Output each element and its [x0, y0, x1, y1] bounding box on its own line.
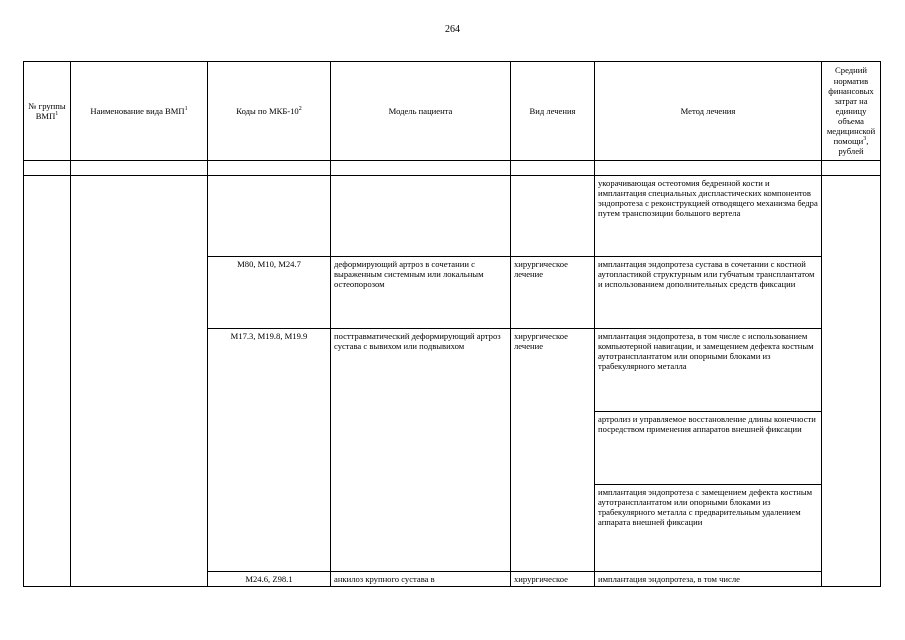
codes-cell	[208, 176, 331, 257]
header-treatment-type: Вид лечения	[511, 62, 595, 161]
method-cell: имплантация эндопротеза, в том числе с использованием компьютерной навигации, и замещением дефекта костным аутотрансплантатом или опорными блоками из трабекулярного металла	[595, 329, 822, 412]
header-row	[24, 62, 881, 161]
header-model: Модель пациента	[331, 62, 511, 161]
table-row	[24, 176, 881, 257]
model-cell	[331, 176, 511, 257]
method-cell: имплантация эндопротеза, в том числе	[595, 572, 822, 587]
codes-cell: M17.3, M19.8, M19.9	[208, 329, 331, 572]
method-cell: артролиз и управляемое восстановление длины конечности посредством применения аппаратов внешней фиксации	[595, 412, 822, 485]
treatment-cell	[511, 176, 595, 257]
header-cost: Средний норматив финансовых затрат на единицу объема медицинской помощи$^3$, рублей	[822, 62, 881, 161]
name-cell	[71, 176, 208, 587]
model-cell: деформирующий артроз в сочетании с выраженным системным или локальным остеопорозом	[331, 257, 511, 329]
model-cell: анкилоз крупного сустава в	[331, 572, 511, 587]
vmp-table	[23, 61, 881, 587]
cost-cell	[822, 176, 881, 587]
treatment-cell: хирургическое лечение	[511, 257, 595, 329]
model-cell: посттравматический деформирующий артроз сустава с вывихом или подвывихом	[331, 329, 511, 572]
method-cell: имплантация эндопротеза с замещением дефекта костным аутотрансплантатом или опорными блоками из трабекулярного металла с предварительным удалением аппарата внешней фиксации	[595, 485, 822, 572]
treatment-cell: хирургическое	[511, 572, 595, 587]
codes-cell: M80, M10, M24.7	[208, 257, 331, 329]
treatment-cell: хирургическое лечение	[511, 329, 595, 572]
group-cell	[24, 176, 71, 587]
header-method: Метод лечения	[595, 62, 822, 161]
header-codes: Коды по МКБ-$10^2$	[208, 62, 331, 161]
method-cell: имплантация эндопротеза сустава в сочетании с костной аутопластикой структурным или губчатым трансплантатом и использованием дополнительных средств фиксации	[595, 257, 822, 329]
header-name: Наименование вида ВМП$^1$	[71, 62, 208, 161]
page-number: 264	[445, 24, 460, 35]
spacer-row	[24, 161, 881, 176]
method-cell: укорачивающая остеотомия бедренной кости и имплантация специальных диспластических компонентов эндопротеза с реконструкцией отводящего механизма бедра путем транспозиции большого вертела	[595, 176, 822, 257]
header-group: № группы ВМП$^1$	[24, 62, 71, 161]
codes-cell: M24.6, Z98.1	[208, 572, 331, 587]
